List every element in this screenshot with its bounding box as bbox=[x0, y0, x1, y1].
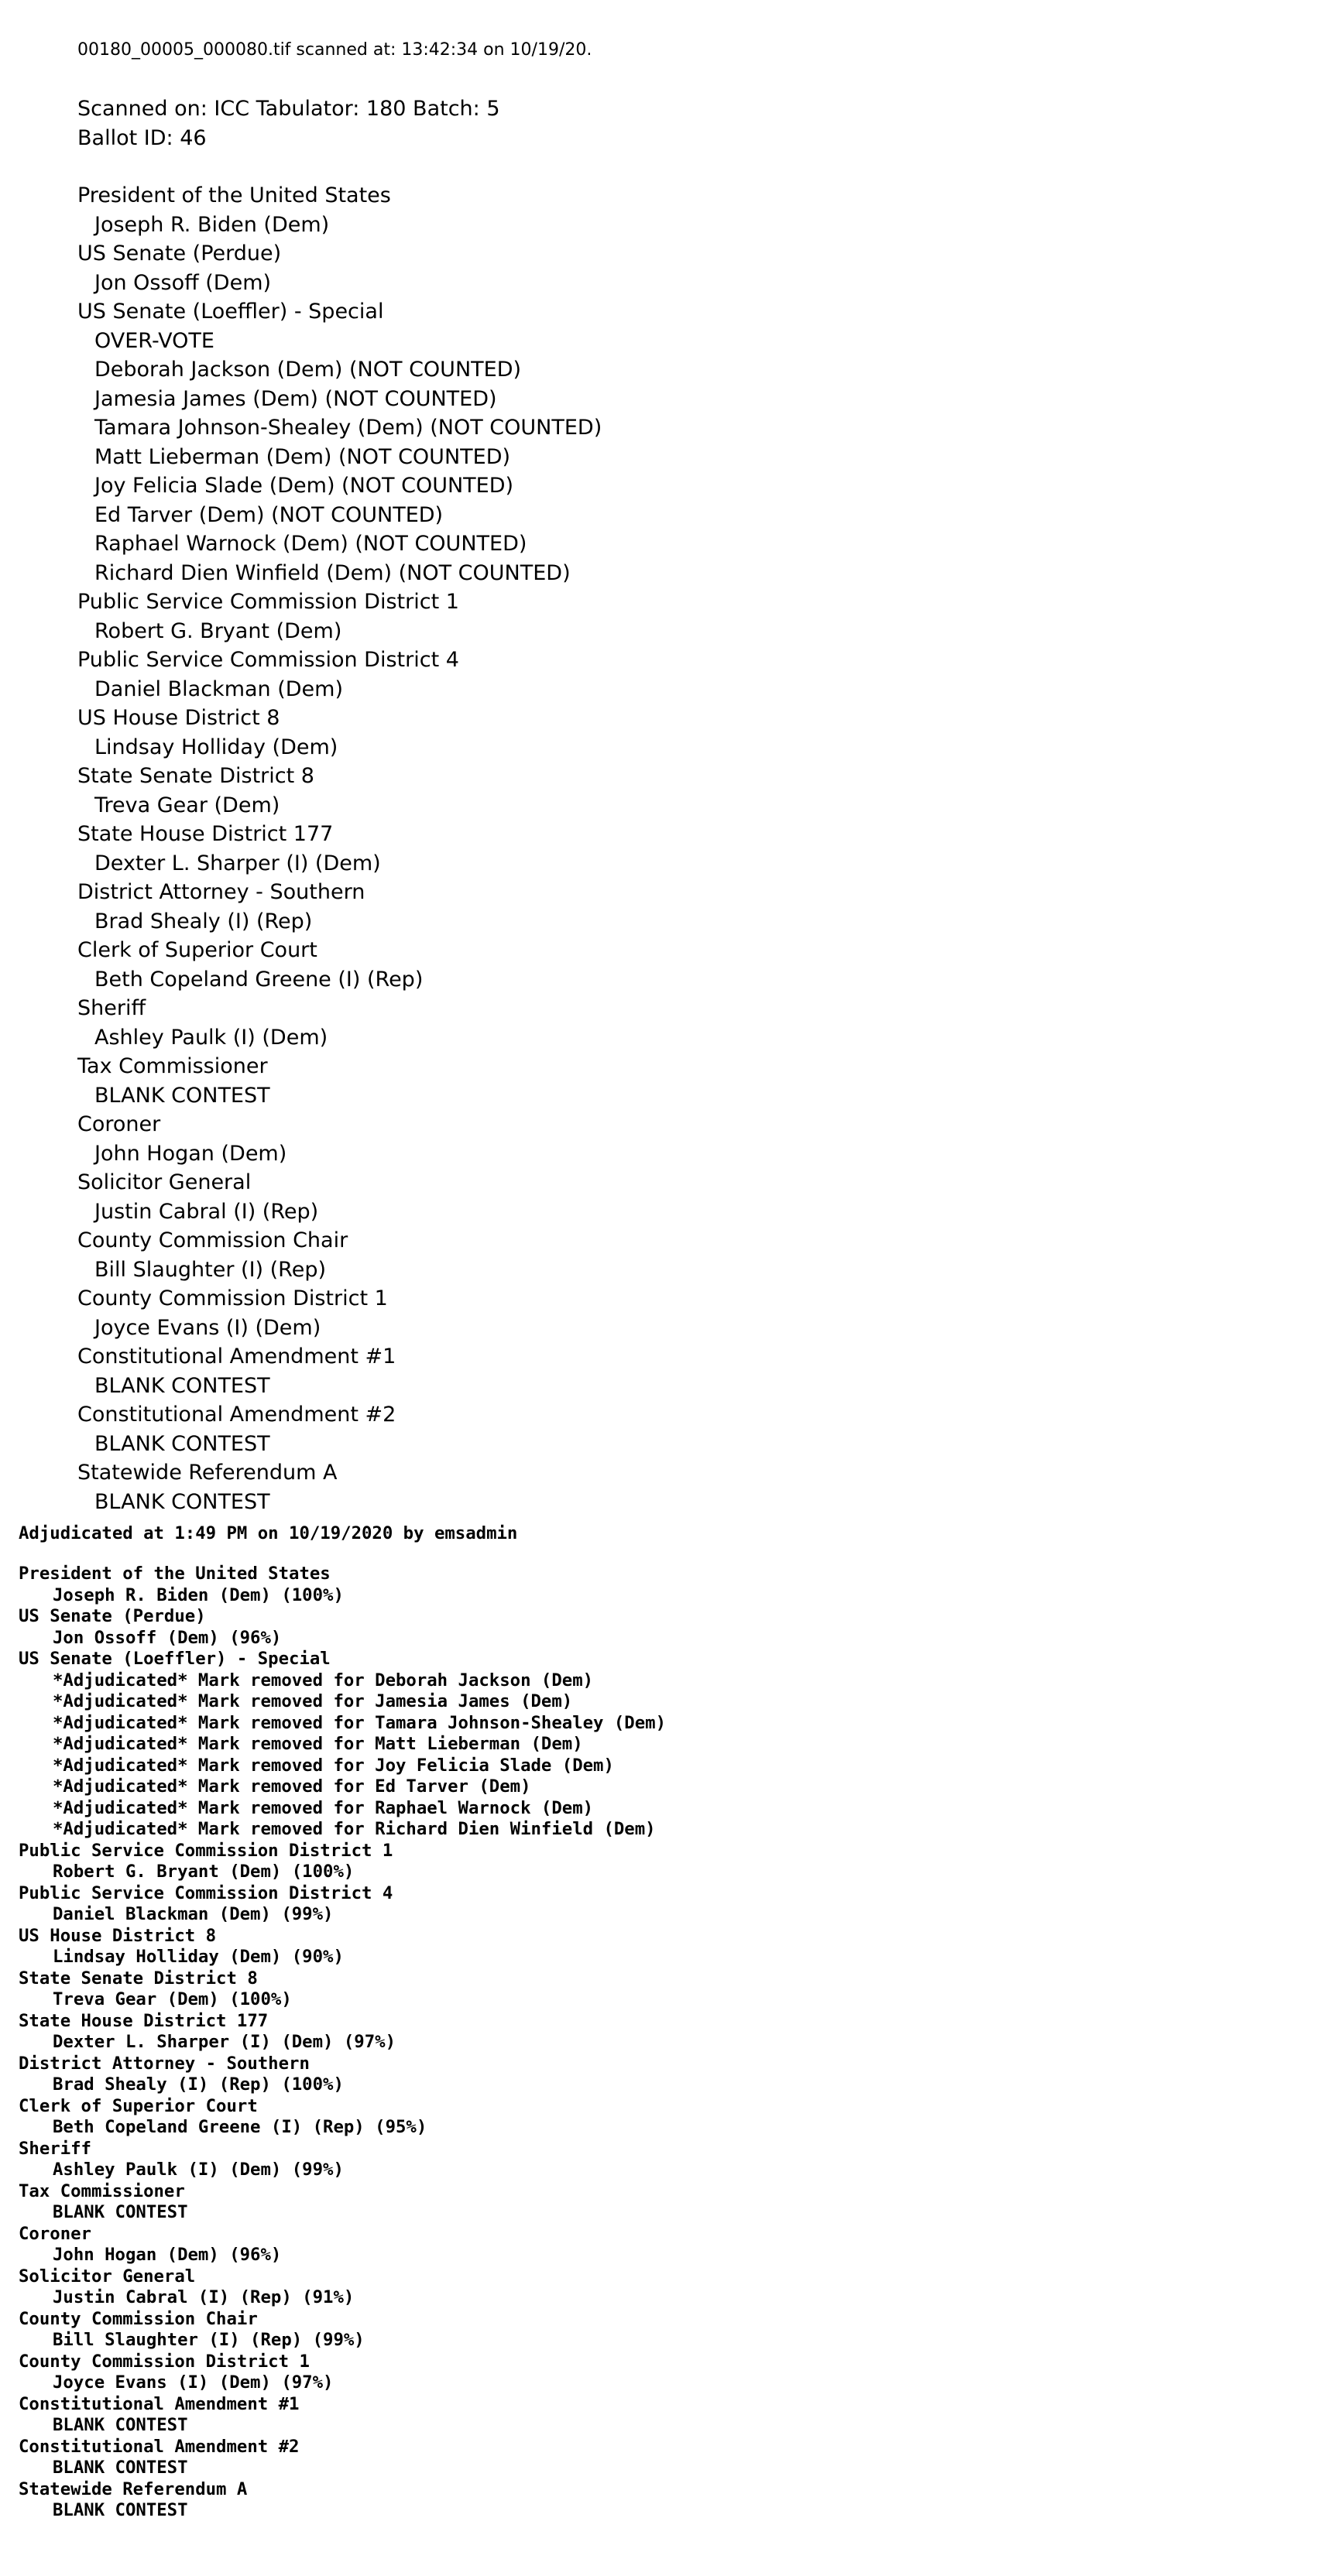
selection-line: Joy Felicia Slade (Dem) (NOT COUNTED) bbox=[94, 474, 514, 498]
selection-line: BLANK CONTEST bbox=[94, 1373, 270, 1398]
contest-title: Constitutional Amendment #2 bbox=[19, 2436, 300, 2457]
selection-line: Robert G. Bryant (Dem) bbox=[94, 618, 342, 643]
contest-title: Solicitor General bbox=[77, 1170, 252, 1194]
selection-line: BLANK CONTEST bbox=[94, 1083, 270, 1108]
contest-title: District Attorney - Southern bbox=[77, 880, 365, 904]
selection-line: Dexter L. Sharper (I) (Dem) bbox=[94, 851, 381, 875]
selection-line: *Adjudicated* Mark removed for Raphael Warnock (Dem) bbox=[53, 1797, 594, 1818]
contest-title: County Commission District 1 bbox=[77, 1286, 388, 1310]
selection-line: Jon Ossoff (Dem) bbox=[94, 270, 272, 295]
selection-line: Matt Lieberman (Dem) (NOT COUNTED) bbox=[94, 444, 511, 469]
contest-title: Constitutional Amendment #2 bbox=[77, 1403, 396, 1427]
selection-line: Justin Cabral (I) (Rep) (91%) bbox=[53, 2287, 355, 2307]
selection-line: Tamara Johnson-Shealey (Dem) (NOT COUNTED) bbox=[94, 416, 602, 440]
contest-title: US House District 8 bbox=[77, 706, 280, 730]
selection-line: Lindsay Holliday (Dem) (90%) bbox=[53, 1947, 344, 1967]
selection-line: *Adjudicated* Mark removed for Jamesia James (Dem) bbox=[53, 1691, 573, 1711]
selection-line: Ashley Paulk (I) (Dem) (99%) bbox=[53, 2160, 344, 2180]
contest-title: State House District 177 bbox=[77, 822, 334, 846]
contest-title: Statewide Referendum A bbox=[77, 1461, 338, 1485]
votes-list bbox=[77, 181, 602, 1516]
selection-line: *Adjudicated* Mark removed for Richard Dien Winfield (Dem) bbox=[53, 1819, 656, 1839]
adjudication-header: Adjudicated at 1:49 PM on 10/19/2020 by emsadmin bbox=[19, 1523, 518, 1543]
contest-title: Public Service Commission District 4 bbox=[19, 1882, 393, 1903]
selection-line: Beth Copeland Greene (I) (Rep) (95%) bbox=[53, 2117, 427, 2137]
contest-title: US Senate (Perdue) bbox=[19, 1606, 206, 1626]
selection-line: *Adjudicated* Mark removed for Matt Lieberman (Dem) bbox=[53, 1734, 583, 1754]
selection-line: BLANK CONTEST bbox=[53, 2202, 188, 2222]
selection-line: BLANK CONTEST bbox=[94, 1489, 270, 1514]
selection-line: Richard Dien Winfield (Dem) (NOT COUNTED) bbox=[94, 560, 571, 585]
selection-line: Jamesia James (Dem) (NOT COUNTED) bbox=[94, 386, 497, 411]
selection-line: Bill Slaughter (I) (Rep) (99%) bbox=[53, 2330, 365, 2350]
contest-title: Public Service Commission District 1 bbox=[19, 1840, 393, 1861]
selection-line: *Adjudicated* Mark removed for Joy Felicia Slade (Dem) bbox=[53, 1755, 614, 1776]
selection-line: BLANK CONTEST bbox=[53, 2500, 188, 2520]
selection-line: Justin Cabral (I) (Rep) bbox=[94, 1199, 319, 1224]
selection-line: Joyce Evans (I) (Dem) bbox=[94, 1315, 321, 1340]
selection-line: Joseph R. Biden (Dem) bbox=[94, 212, 330, 237]
contest-title: Clerk of Superior Court bbox=[77, 938, 317, 962]
selection-line: Beth Copeland Greene (I) (Rep) bbox=[94, 967, 424, 992]
selection-line: Brad Shealy (I) (Rep) (100%) bbox=[53, 2074, 344, 2095]
contest-title: Sheriff bbox=[77, 996, 146, 1020]
contest-title: US Senate (Loeffler) - Special bbox=[77, 300, 384, 324]
selection-line: Daniel Blackman (Dem) (99%) bbox=[53, 1904, 334, 1924]
selection-line: Robert G. Bryant (Dem) (100%) bbox=[53, 1862, 355, 1882]
selection-line: OVER-VOTE bbox=[94, 328, 214, 353]
selection-line: BLANK CONTEST bbox=[53, 2458, 188, 2478]
contest-title: Public Service Commission District 1 bbox=[77, 590, 459, 614]
scan-info-line: Scanned on: ICC Tabulator: 180 Batch: 5 bbox=[77, 97, 500, 121]
selection-line: *Adjudicated* Mark removed for Tamara Johnson-Shealey (Dem) bbox=[53, 1712, 667, 1733]
contest-title: State Senate District 8 bbox=[77, 764, 314, 788]
selection-line: Raphael Warnock (Dem) (NOT COUNTED) bbox=[94, 532, 527, 556]
selection-line: Brad Shealy (I) (Rep) bbox=[94, 909, 313, 933]
selection-line: *Adjudicated* Mark removed for Ed Tarver (Dem) bbox=[53, 1776, 531, 1797]
contest-title: Constitutional Amendment #1 bbox=[19, 2393, 300, 2414]
selection-line: Treva Gear (Dem) bbox=[94, 793, 280, 817]
contest-title: Public Service Commission District 4 bbox=[77, 648, 459, 672]
contest-title: US House District 8 bbox=[19, 1925, 217, 1946]
selection-line: John Hogan (Dem) bbox=[94, 1141, 287, 1166]
selection-line: Treva Gear (Dem) (100%) bbox=[53, 1989, 292, 2009]
contest-title: Coroner bbox=[77, 1112, 161, 1136]
selection-line: Ashley Paulk (I) (Dem) bbox=[94, 1025, 328, 1050]
contest-title: County Commission Chair bbox=[77, 1228, 348, 1252]
contest-title: US Senate (Perdue) bbox=[77, 242, 282, 265]
ballot-id-line: Ballot ID: 46 bbox=[77, 126, 207, 150]
selection-line: Bill Slaughter (I) (Rep) bbox=[94, 1257, 327, 1282]
contest-title: US Senate (Loeffler) - Special bbox=[19, 1649, 331, 1669]
adjudication-list bbox=[19, 1564, 666, 2522]
scan-summary bbox=[77, 37, 602, 1516]
contest-title: State House District 177 bbox=[19, 2010, 269, 2031]
contest-title: Statewide Referendum A bbox=[19, 2478, 248, 2499]
selection-line: John Hogan (Dem) (96%) bbox=[53, 2245, 282, 2265]
selection-line: Lindsay Holliday (Dem) bbox=[94, 735, 338, 759]
contest-title: President of the United States bbox=[77, 183, 391, 207]
selection-line: BLANK CONTEST bbox=[53, 2415, 188, 2435]
contest-title: Sheriff bbox=[19, 2138, 91, 2159]
contest-title: President of the United States bbox=[19, 1564, 331, 1584]
selection-line: Joyce Evans (I) (Dem) (97%) bbox=[53, 2372, 334, 2393]
selection-line: Jon Ossoff (Dem) (96%) bbox=[53, 1627, 282, 1648]
contest-title: District Attorney - Southern bbox=[19, 2053, 310, 2074]
contest-title: Coroner bbox=[19, 2223, 91, 2244]
contest-title: County Commission District 1 bbox=[19, 2351, 310, 2372]
contest-title: Constitutional Amendment #1 bbox=[77, 1345, 396, 1368]
selection-line: Ed Tarver (Dem) (NOT COUNTED) bbox=[94, 502, 444, 527]
selection-line: Joseph R. Biden (Dem) (100%) bbox=[53, 1584, 344, 1605]
file-scan-line: 00180_00005_000080.tif scanned at: 13:42:34 on 10/19/20. bbox=[77, 40, 592, 60]
contest-title: State Senate District 8 bbox=[19, 1968, 258, 1989]
adjudication-section bbox=[19, 1522, 666, 2522]
contest-title: Tax Commissioner bbox=[77, 1054, 268, 1078]
contest-title: Solicitor General bbox=[19, 2266, 196, 2287]
selection-line: *Adjudicated* Mark removed for Deborah Jackson (Dem) bbox=[53, 1670, 594, 1690]
selection-line: Deborah Jackson (Dem) (NOT COUNTED) bbox=[94, 358, 522, 382]
selection-line: Dexter L. Sharper (I) (Dem) (97%) bbox=[53, 2032, 396, 2052]
selection-line: BLANK CONTEST bbox=[94, 1431, 270, 1456]
contest-title: Tax Commissioner bbox=[19, 2180, 185, 2201]
contest-title: County Commission Chair bbox=[19, 2308, 258, 2329]
selection-line: Daniel Blackman (Dem) bbox=[94, 677, 344, 701]
contest-title: Clerk of Superior Court bbox=[19, 2095, 258, 2116]
